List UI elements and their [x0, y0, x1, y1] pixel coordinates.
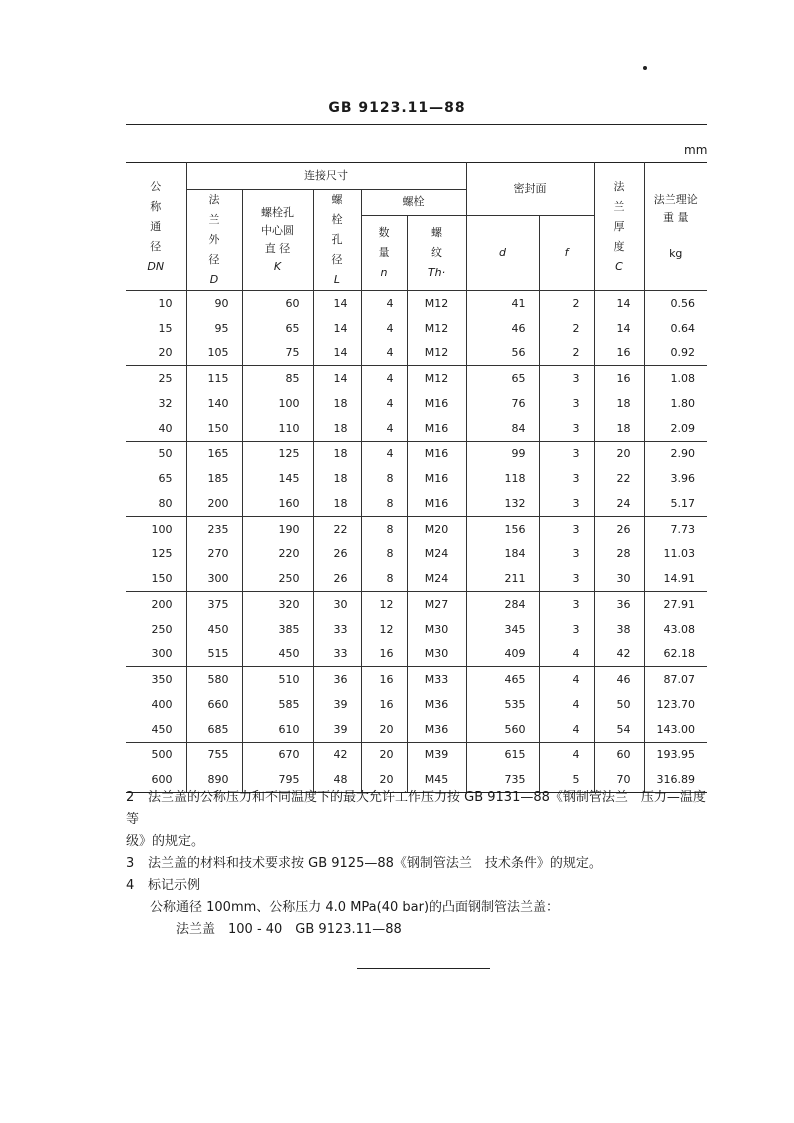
cell-bolt-circle: 145 — [242, 466, 313, 491]
cell-thickness: 70 — [594, 767, 644, 792]
cell-thickness: 16 — [594, 341, 644, 366]
cell-thread: M24 — [407, 566, 466, 591]
cell-bolt-hole: 22 — [313, 516, 361, 541]
cell-weight: 14.91 — [644, 566, 707, 591]
cell-bolt-hole: 33 — [313, 617, 361, 642]
cell-dn: 15 — [126, 316, 186, 341]
cell-weight: 1.80 — [644, 391, 707, 416]
table-row — [126, 516, 707, 541]
header-hole-symbol: L — [333, 273, 341, 286]
cell-seal-d: 46 — [466, 316, 539, 341]
cell-dn: 50 — [126, 441, 186, 466]
cell-outer-dia: 235 — [186, 516, 242, 541]
cell-bolt-circle: 510 — [242, 667, 313, 692]
cell-thread: M36 — [407, 717, 466, 742]
cell-weight: 3.96 — [644, 466, 707, 491]
note-4-number: 4 — [126, 878, 135, 893]
cell-bolt-qty: 8 — [361, 542, 407, 567]
cell-weight: 2.90 — [644, 441, 707, 466]
cell-dn: 25 — [126, 366, 186, 391]
header-bolt-qty — [361, 215, 407, 290]
cell-dn: 20 — [126, 341, 186, 366]
cell-weight: 0.64 — [644, 316, 707, 341]
cell-outer-dia: 685 — [186, 717, 242, 742]
cell-bolt-circle: 385 — [242, 617, 313, 642]
cell-thread: M30 — [407, 642, 466, 667]
cell-bolt-circle: 75 — [242, 341, 313, 366]
cell-seal-f: 3 — [539, 617, 594, 642]
cell-outer-dia: 140 — [186, 391, 242, 416]
cell-weight: 143.00 — [644, 717, 707, 742]
cell-seal-f: 4 — [539, 667, 594, 692]
cell-bolt-qty: 16 — [361, 642, 407, 667]
cell-thread: M33 — [407, 667, 466, 692]
cell-seal-d: 465 — [466, 667, 539, 692]
cell-seal-d: 156 — [466, 516, 539, 541]
cell-outer-dia: 90 — [186, 291, 242, 316]
cell-bolt-hole: 14 — [313, 341, 361, 366]
header-outer-diameter — [186, 190, 242, 291]
cell-seal-d: 76 — [466, 391, 539, 416]
cell-thickness: 42 — [594, 642, 644, 667]
note-3-text: 法兰盖的材料和技术要求按 GB 9125—88《钢制管法兰 技术条件》的规定。 — [148, 856, 602, 871]
cell-thread: M27 — [407, 592, 466, 617]
cell-bolt-circle: 100 — [242, 391, 313, 416]
cell-weight: 316.89 — [644, 767, 707, 792]
cell-seal-f: 4 — [539, 642, 594, 667]
table-row — [126, 566, 707, 591]
cell-seal-f: 2 — [539, 291, 594, 316]
cell-weight: 43.08 — [644, 617, 707, 642]
header-seal-f: f — [539, 215, 594, 290]
cell-bolt-qty: 8 — [361, 516, 407, 541]
cell-bolt-qty: 4 — [361, 416, 407, 441]
flange-dimension-table — [126, 162, 707, 793]
note-4 — [126, 875, 716, 897]
cell-thread: M16 — [407, 416, 466, 441]
cell-seal-d: 84 — [466, 416, 539, 441]
cell-weight: 193.95 — [644, 742, 707, 767]
cell-bolt-hole: 26 — [313, 566, 361, 591]
cell-thickness: 20 — [594, 441, 644, 466]
cell-seal-f: 4 — [539, 742, 594, 767]
cell-bolt-hole: 26 — [313, 542, 361, 567]
header-nominal-text: 公 称 通 径 DN — [147, 177, 164, 277]
cell-thickness: 28 — [594, 542, 644, 567]
table-row — [126, 642, 707, 667]
cell-thickness: 54 — [594, 717, 644, 742]
cell-dn: 32 — [126, 391, 186, 416]
cell-bolt-hole: 39 — [313, 717, 361, 742]
cell-seal-d: 56 — [466, 341, 539, 366]
cell-seal-f: 3 — [539, 491, 594, 516]
cell-bolt-circle: 125 — [242, 441, 313, 466]
cell-outer-dia: 660 — [186, 692, 242, 717]
cell-bolt-hole: 14 — [313, 291, 361, 316]
table-row — [126, 416, 707, 441]
header-thread-text: 螺 纹 Th· — [428, 223, 445, 283]
cell-thickness: 38 — [594, 617, 644, 642]
table-row — [126, 441, 707, 466]
cell-thickness: 18 — [594, 416, 644, 441]
cell-bolt-hole: 14 — [313, 366, 361, 391]
header-nominal-diameter — [126, 163, 186, 291]
cell-bolt-hole: 18 — [313, 416, 361, 441]
example-description: 公称通径 100mm、公称压力 4.0 MPa(40 bar)的凸面钢制管法兰盖： — [150, 900, 560, 915]
cell-seal-d: 211 — [466, 566, 539, 591]
cell-bolt-qty: 8 — [361, 466, 407, 491]
cell-weight: 1.08 — [644, 366, 707, 391]
cell-outer-dia: 890 — [186, 767, 242, 792]
header-bolt-thread — [407, 215, 466, 290]
cell-outer-dia: 300 — [186, 566, 242, 591]
table-row — [126, 491, 707, 516]
cell-dn: 500 — [126, 742, 186, 767]
cell-weight: 11.03 — [644, 542, 707, 567]
cell-seal-d: 735 — [466, 767, 539, 792]
cell-dn: 150 — [126, 566, 186, 591]
cell-bolt-qty: 16 — [361, 692, 407, 717]
cell-thread: M16 — [407, 491, 466, 516]
header-bolt-group: 螺栓 — [361, 190, 466, 216]
note-2-number: 2 — [126, 790, 135, 805]
table-row — [126, 391, 707, 416]
cell-bolt-circle: 670 — [242, 742, 313, 767]
cell-thread: M36 — [407, 692, 466, 717]
end-rule — [357, 968, 490, 969]
cell-dn: 80 — [126, 491, 186, 516]
header-bolt-hole — [313, 190, 361, 291]
cell-seal-d: 345 — [466, 617, 539, 642]
cell-bolt-circle: 60 — [242, 291, 313, 316]
cell-seal-f: 3 — [539, 466, 594, 491]
cell-seal-d: 560 — [466, 717, 539, 742]
cell-outer-dia: 95 — [186, 316, 242, 341]
cell-weight: 27.91 — [644, 592, 707, 617]
header-bolt-circle-line2: 中心圆 — [261, 224, 294, 237]
cell-bolt-circle: 85 — [242, 366, 313, 391]
cell-thickness: 24 — [594, 491, 644, 516]
cell-seal-d: 284 — [466, 592, 539, 617]
cell-bolt-circle: 585 — [242, 692, 313, 717]
cell-dn: 10 — [126, 291, 186, 316]
cell-bolt-qty: 4 — [361, 366, 407, 391]
cell-dn: 450 — [126, 717, 186, 742]
cell-bolt-circle: 220 — [242, 542, 313, 567]
cell-bolt-circle: 450 — [242, 642, 313, 667]
table-row — [126, 466, 707, 491]
note-3-number: 3 — [126, 856, 135, 871]
cell-thickness: 30 — [594, 566, 644, 591]
cell-bolt-qty: 8 — [361, 491, 407, 516]
cell-seal-f: 3 — [539, 391, 594, 416]
cell-outer-dia: 185 — [186, 466, 242, 491]
cell-bolt-circle: 190 — [242, 516, 313, 541]
cell-dn: 100 — [126, 516, 186, 541]
cell-thread: M45 — [407, 767, 466, 792]
cell-bolt-hole: 48 — [313, 767, 361, 792]
cell-bolt-hole: 14 — [313, 316, 361, 341]
cell-seal-d: 184 — [466, 542, 539, 567]
cell-thread: M12 — [407, 341, 466, 366]
table-row — [126, 592, 707, 617]
cell-bolt-qty: 8 — [361, 566, 407, 591]
cell-bolt-qty: 20 — [361, 767, 407, 792]
cell-dn: 400 — [126, 692, 186, 717]
header-flange-thickness — [594, 163, 644, 291]
table-row — [126, 291, 707, 316]
header-weight-line1: 法兰理论 — [653, 192, 698, 206]
cell-dn: 40 — [126, 416, 186, 441]
cell-dn: 200 — [126, 592, 186, 617]
cell-outer-dia: 165 — [186, 441, 242, 466]
cell-thickness: 14 — [594, 316, 644, 341]
cell-weight: 5.17 — [644, 491, 707, 516]
cell-weight: 0.92 — [644, 341, 707, 366]
cell-seal-f: 3 — [539, 416, 594, 441]
cell-outer-dia: 270 — [186, 542, 242, 567]
table-row — [126, 366, 707, 391]
header-hole-text: 螺 栓 孔 径 L — [332, 190, 343, 290]
cell-weight: 7.73 — [644, 516, 707, 541]
cell-weight: 0.56 — [644, 291, 707, 316]
cell-dn: 350 — [126, 667, 186, 692]
cell-bolt-hole: 18 — [313, 491, 361, 516]
cell-seal-f: 3 — [539, 592, 594, 617]
table-row — [126, 667, 707, 692]
cell-seal-d: 65 — [466, 366, 539, 391]
header-rule — [126, 124, 707, 125]
cell-outer-dia: 580 — [186, 667, 242, 692]
cell-outer-dia: 755 — [186, 742, 242, 767]
cell-dn: 300 — [126, 642, 186, 667]
cell-bolt-hole: 30 — [313, 592, 361, 617]
header-qty-symbol: n — [380, 265, 388, 279]
cell-bolt-circle: 610 — [242, 717, 313, 742]
cell-thread: M12 — [407, 366, 466, 391]
cell-seal-f: 2 — [539, 316, 594, 341]
cell-outer-dia: 150 — [186, 416, 242, 441]
cell-seal-f: 3 — [539, 516, 594, 541]
speck-mark — [643, 66, 647, 70]
cell-dn: 125 — [126, 542, 186, 567]
cell-thread: M20 — [407, 516, 466, 541]
cell-seal-f: 2 — [539, 341, 594, 366]
cell-bolt-qty: 4 — [361, 391, 407, 416]
table-row — [126, 542, 707, 567]
cell-weight: 87.07 — [644, 667, 707, 692]
cell-seal-f: 3 — [539, 366, 594, 391]
cell-bolt-circle: 250 — [242, 566, 313, 591]
header-thickness-text: 法 兰 厚 度 C — [614, 177, 625, 277]
cell-weight: 123.70 — [644, 692, 707, 717]
cell-bolt-qty: 20 — [361, 717, 407, 742]
notes-section — [126, 787, 716, 941]
cell-seal-d: 132 — [466, 491, 539, 516]
cell-seal-f: 3 — [539, 441, 594, 466]
table-body — [126, 291, 707, 793]
header-bolt-circle — [242, 190, 313, 291]
cell-outer-dia: 515 — [186, 642, 242, 667]
cell-outer-dia: 105 — [186, 341, 242, 366]
header-outer-text: 法 兰 外 径 D — [209, 190, 220, 290]
standard-code-header: GB 9123.11—88 — [328, 100, 466, 116]
cell-bolt-hole: 18 — [313, 391, 361, 416]
cell-outer-dia: 375 — [186, 592, 242, 617]
cell-bolt-circle: 320 — [242, 592, 313, 617]
cell-seal-d: 615 — [466, 742, 539, 767]
cell-thickness: 46 — [594, 667, 644, 692]
cell-bolt-qty: 4 — [361, 341, 407, 366]
cell-thickness: 18 — [594, 391, 644, 416]
cell-seal-d: 41 — [466, 291, 539, 316]
cell-bolt-qty: 4 — [361, 316, 407, 341]
cell-bolt-qty: 16 — [361, 667, 407, 692]
cell-outer-dia: 450 — [186, 617, 242, 642]
cell-thread: M24 — [407, 542, 466, 567]
header-connection-dims: 连接尺寸 — [186, 163, 466, 190]
cell-bolt-hole: 18 — [313, 441, 361, 466]
cell-bolt-qty: 4 — [361, 291, 407, 316]
cell-thread: M39 — [407, 742, 466, 767]
table-row — [126, 617, 707, 642]
cell-bolt-qty: 4 — [361, 441, 407, 466]
example-marking: 法兰盖 100 - 40 GB 9123.11—88 — [176, 922, 402, 937]
unit-label: mm — [684, 143, 708, 157]
cell-thread: M16 — [407, 441, 466, 466]
cell-bolt-circle: 110 — [242, 416, 313, 441]
cell-seal-f: 3 — [539, 542, 594, 567]
cell-seal-d: 535 — [466, 692, 539, 717]
cell-bolt-circle: 160 — [242, 491, 313, 516]
cell-bolt-hole: 33 — [313, 642, 361, 667]
cell-seal-d: 118 — [466, 466, 539, 491]
header-outer-symbol: D — [209, 273, 219, 286]
cell-bolt-hole: 36 — [313, 667, 361, 692]
table-row — [126, 692, 707, 717]
table-row — [126, 717, 707, 742]
cell-thickness: 16 — [594, 366, 644, 391]
cell-dn: 65 — [126, 466, 186, 491]
header-sealing-face: 密封面 — [466, 163, 594, 216]
cell-seal-f: 5 — [539, 767, 594, 792]
note-2-line1: 法兰盖的公称压力和不同温度下的最大允许工作压力按 GB 9131—88《钢制管法兰 压力—温度等 — [126, 790, 706, 827]
cell-seal-f: 3 — [539, 566, 594, 591]
cell-bolt-qty: 12 — [361, 592, 407, 617]
cell-bolt-circle: 795 — [242, 767, 313, 792]
note-4-text: 标记示例 — [148, 878, 201, 893]
header-seal-d: d — [466, 215, 539, 290]
header-nominal-symbol: DN — [147, 259, 165, 273]
cell-weight: 2.09 — [644, 416, 707, 441]
note-2 — [126, 787, 716, 831]
header-weight-line2: 重 量 — [663, 210, 689, 224]
cell-thread: M30 — [407, 617, 466, 642]
cell-seal-d: 409 — [466, 642, 539, 667]
cell-thread: M16 — [407, 466, 466, 491]
note-3 — [126, 853, 716, 875]
cell-outer-dia: 200 — [186, 491, 242, 516]
cell-thickness: 50 — [594, 692, 644, 717]
cell-thread: M16 — [407, 391, 466, 416]
header-weight-unit: kg — [669, 246, 683, 260]
header-thread-symbol: Th· — [427, 265, 446, 279]
cell-seal-f: 4 — [539, 717, 594, 742]
cell-outer-dia: 115 — [186, 366, 242, 391]
cell-seal-f: 4 — [539, 692, 594, 717]
header-bolt-circle-symbol: K — [273, 260, 282, 273]
header-theoretical-weight — [644, 163, 707, 291]
cell-thickness: 36 — [594, 592, 644, 617]
cell-thread: M12 — [407, 291, 466, 316]
cell-thickness: 14 — [594, 291, 644, 316]
table-row — [126, 341, 707, 366]
cell-thickness: 22 — [594, 466, 644, 491]
cell-weight: 62.18 — [644, 642, 707, 667]
cell-bolt-circle: 65 — [242, 316, 313, 341]
header-qty-text: 数 量 n — [379, 223, 390, 283]
table-row — [126, 316, 707, 341]
note-2-continuation: 级》的规定。 — [126, 834, 205, 849]
cell-bolt-qty: 20 — [361, 742, 407, 767]
cell-bolt-hole: 39 — [313, 692, 361, 717]
table-row — [126, 742, 707, 767]
header-bolt-circle-line3: 直 径 — [264, 242, 291, 255]
header-bolt-circle-line1: 螺栓孔 — [261, 206, 294, 219]
cell-dn: 250 — [126, 617, 186, 642]
cell-bolt-hole: 42 — [313, 742, 361, 767]
cell-thickness: 60 — [594, 742, 644, 767]
header-thickness-symbol: C — [615, 259, 623, 273]
cell-thickness: 26 — [594, 516, 644, 541]
cell-seal-d: 99 — [466, 441, 539, 466]
cell-thread: M12 — [407, 316, 466, 341]
cell-bolt-qty: 12 — [361, 617, 407, 642]
cell-bolt-hole: 18 — [313, 466, 361, 491]
cell-dn: 600 — [126, 767, 186, 792]
